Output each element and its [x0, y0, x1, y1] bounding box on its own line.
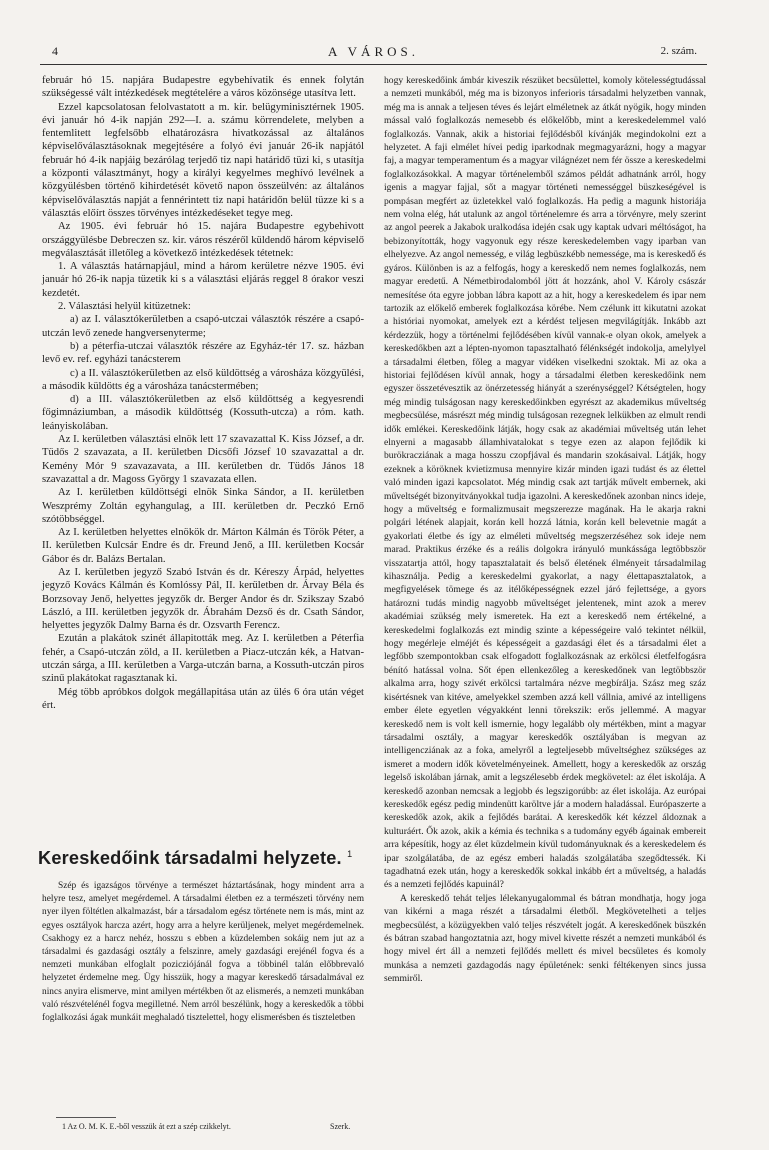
paragraph: hogy kereskedőink ámbár kiveszik részüket becsülettel, komoly kötelességtudással a nemzeti munkából, még ma is bizonyos inferioris társadalmi helyzetben vannak, még ma is annak a teljesen téves és lejárt elméletnek az átkát nyögik, hogy minden mással való foglalkozás nemesebb és előkelőbb, mint a kereskedelemmel való foglalkozás. Vannak, akik a historiai fejlődésből kívánják megindokolni ezt a helyzetet. A faji elmélet hívei pedig iparkodnak megmagyarázni, hogy a magyar faj, a magyar temperamentum és a magyar világnézet nem fér össze a kereskedelmi foglalkozásokkal. A magyar történelemből számos példát adhatnánk arról, hogy igenis a magyar fajjal, sőt a magyar történeti nemességgel büszkeségével is pompásan megfért az üzletekkel való foglalkozás. Ha pedig a magunk historiája nem volna elég, hát utalunk az angol történelemre és arra a törvényre, mely szerint az angol peerek a Jakabok uralkodása idején csak ugy kaptak udvari méltóságot, ha bebizonyították, hogy vagyonuk egy része kereskedelemben vagy iparban van elhelyezve. Az angol nemesség, e világ legbüszkébb nemessége, ma is kereskedő és gyáros. Különben is az a felfogás, hogy a kereskedő nem nemes foglalkozás, nem magyar eredetű. A Németbirodalomból jött át hozzánk, ahol V. Károly császár nemesítése óta egyre jobban lábra kapott az a hit, hogy a kereskedelem és ipar nem tartozik az előkelő emberek foglalkozása körébe. Nem czélunk itt kikutatni azokat a históriai nyomokat, amelyek ezt a kérdést teljesen megvilágítják. Inkább azt kérdezzük, hogy a történelmi fejlődésében kívül vannak-e olyan okok, amelyek a kereskedőkben azt a lépten-nyomon tapasztalható félénkségét indokolja, amelylyel a társadalmi életben, főleg a magyar vidéken viselkedni szoktak. Mi az oka a historiai fejlődésen kívül annak, hogy a társadalmi életben kereskedőink nem egyszer összetévesztik az önérzetesség hiányát a szerénységgel? Kétségtelen, hogy még mindig tulságosan nagy kereskedőinkben egyrészt az akademikus műveltség megbecsülése, másrészt még mindig tulságosan rezegnek lelkükben az elmult rendi idők emlékei. Kereskedőink látják, hogy csak az akadémiai műveltség után lehet elnyerni a magasabb államhivatalokat s tegye ezen az alapon fejlődik ki burökracziának a maga hosszu czopfjával és mandarin szokásaival. Látják, hogy ezeknek a köröknek kvietizmusa mennyire kizár minden igazi tudást és az élettel való minden igazi kapcsolatot. Még mindig csak azt tartják művelt embernek, aki műveltségét bizonyitványokkal tudja igazolni. A kereskedőnek azonban nincs ideje, hogy a műveltség e formalizmusait megszerezze magának. Ha le akarja rakni polgári létének alapjait, korán kell hozzá látnia, korán kell belevetnie magát a gyakorlati életbe és így az elméleti műveltség megszerzéséhez sok ideje nem marad. Praktikus érzéke és a reális dolgokra irányuló munkássága legtöbbször visszatartja attól, hogy tapasztalatait és belső életének élményeit társadalmilag kihasználja. Pedig a kereskedelmi gyakorlat, a nagy élettapasztalatok, a megfigyelések tömege és az itélőképességnek ezzel járó fejlettsége, a gyors határozni tudás mindig nagyobb műveltséget jelentenek, mint azok a merev akadémiai szükség mely ismeretek. Ha ezt a kereskedő nem értékelné, a kereskedelmi foglalkozás ezt mindig szinte a képességeire való tekintet nélkül, hogy megérleje elméjét és képességeit a gazdasági élet és a társadalmi élet a legfőbb szempontokban csak elfogadott foglalkozásnak az erkölcsi életfelfogásra bénító hatással volna. Sőt épen ellenkezőleg a kereskedőnek van legtöbbször alkalma arra, hogy szivét erkölcsi tartalmára nézve megbírálja. Szász meg száz kisértésnek van kitéve, amelyekkel szemben azzá kell vállnia, amivé az intelligens ember élete egyetlen végyakként lenni törekszik: erős jellemmé. A magyar kereskedő nem is volt kell ismernie, hogy legalább oly mértékben, mint a magyar társadalmi osztály, a magyar kereskedők osztályában is megvan az intelligencziának az a foka, amelyről a legteljesebb műveltséghez szükséges az ismeret a modern idők követelményeinek. Amellett, hogy a kereskedők az ország legelső iskolában járnak, amit a legszélesebb érdek megkövetel: az élet iskolája. A kereskedő azonban nemcsak a legjobb és legszigorúbb: az élet iskolája. Az európai kereskedők egész pedig mindenütt karöltve jár a modern haladással. Európaszerte a kereskedők azok, akik a fejlődés barátai. A kereskedők két kézzel áldoznak a kulturáért. Ők azok, akik a kémia és technika s a tudomány egyéb ágainak embereit arra képesítik, hogy az élet küzdelmein kívül tudományuknak és a kereskedelem és ipar szolgálatába, de az egész emberi haladás szolgálatába szegődtessék. Ki tagadhatná ezek után, hogy a kereskedők sokkal inkább ért a műveltség, a haladás és a nemzeti fejlődés kapuinál? — [384, 75, 706, 891]
article-body — [42, 880, 364, 1025]
page-header — [40, 44, 707, 64]
paragraph: Az I. kerületben küldöttségi elnök Sinka Sándor, a II. kerületben Weszprémy Zoltán egyhangulag, a III. kerületben dr. Peczkó Ernő szótöbbséggel. — [42, 487, 364, 525]
left-column — [42, 74, 364, 712]
footnote: 1 Az O. M. K. E.-ből vesszük át ezt a szép czikkelyt. — [62, 1122, 231, 1131]
paragraph: február hó 15. napjára Budapestre egybehívatik és ennek folytán szükségessé vált intézkedések megtételére a város közönsége utasítva lett. — [42, 75, 364, 100]
article-title-text: Kereskedőink társadalmi helyzete. — [38, 848, 342, 868]
paragraph: Az I. kerületben jegyző Szabó István és dr. Kéreszy Árpád, helyettes jegyző Kovács Kálmán és Komlóssy Pál, II. kerületben dr. Árvay Béla és Borzsovay Jenő, helyettes jegyzők dr. Berger Andor és dr. Szikszay Szabó László, a III. kerületben jegyzők dr. Ábrahám Dezső és dr. Csath Sándor, helyettes jegyzők Dalmy Barna és dr. Ozsvarth Ferencz. — [42, 566, 364, 632]
article-title — [38, 848, 372, 869]
right-column — [384, 74, 706, 986]
paragraph: 1. A választás határnapjául, mind a három kerületre nézve 1905. évi január hó 26-ik napja tüzetik ki s a választási eljárás reggel 8 órakor veszi kezdetét. — [42, 261, 364, 299]
paragraph: Az I. kerületben választási elnök lett 17 szavazattal K. Kiss József, a dr. Tüdős 2 szavazata, a II. kerületben Dicsőfi József 10 szavazattal a dr. Kemény Mór 9 szavazavata, a III. kerületben dr. Tüdős János 18 szavazattal a dr. Magoss György 1 szavazata ellen. — [42, 434, 364, 485]
paragraph: Szép és igazságos törvénye a természet háztartásának, hogy mindent arra a helyre tesz, amelyet megérdemel. A társadalmi életben ez a természeti törvény nem nyer ilyen föltétlen alkalmazást, bár a társadalom egész története nem is más, mint az egyes osztályok harcza azért, hogy arra a helyre kerüljenek, melyet megérdemelnek. Csakhogy ez a harcz nehéz, hosszu s ebben a küzdelemben sokáig nem jut az a társadalmi és gazdasági osztály a felszinre, amely gazdasági erejénél fogva és a nemzeti munkában elfoglalt pozicziójánál fogva a többinél talán előbbrevaló helyzetet érdemelne meg. Ügy hisszük, hogy a magyar kereskedő társadalmával ez nincs anyira elismerve, mint amilyen mértékben őt az elismerés, a nemzeti munkában való részvételénél fogva megilletné. Nem arról beszélünk, hogy a kereskedők a többi foglalkozási ágak munkáit meghaladó tisztelettel, hogy elismerésben és tiszteletben — [42, 881, 364, 1024]
masthead-title: A VÁROS. — [327, 44, 419, 59]
paragraph: Az 1905. évi február hó 15. najára Budapestre egybehivott országgyülésbe Debreczen sz. kir. város részéről küldendő három képviselő megválasztását illetőleg a következő intézkedések tétetnek: — [42, 221, 364, 259]
paragraph: b) a péterfia-utczai választók részére az Egyház-tér 17. sz. házban levő ev. ref. egyházi tanácsterem — [42, 340, 364, 366]
paragraph: Ezzel kapcsolatosan felolvastatott a m. kir. belügyminisztérnek 1905. évi január hó 4-ik napján 292—I. a. számu körrendelete, melyben a fentemlitett legfelsőbb elhatározásra hivatkozással az általános képviselőválasztásoknak megejtésére a folyó évi január 26-ik napjától február hó 4-ik napjáig bezárólag terjedő tiz napi határidő tüzi ki, s utasítja a központi választmányt, hogy a királyi kegyelmes meghívó levélnek a közgyülésben történő kihirdetését követő napon összeülvén: az általános képviselőválasztás napját a fennérintett tiz napi határidőn belül tüzze ki s a választás előírt összes törvényes intézkedéseket tegye meg. — [42, 101, 364, 219]
footnote-mark: 1 — [347, 848, 353, 859]
footnote-rule — [56, 1117, 116, 1118]
paragraph: c) a II. választókerületben az első küldöttség a városháza közgyülési, a második küldötts ég a városháza tanácstermében; — [42, 367, 364, 392]
footnote-signature: Szerk. — [330, 1122, 351, 1131]
header-rule — [40, 64, 707, 65]
paragraph: A kereskedő tehát teljes lélekanyugalommal és bátran mondhatja, hogy joga van kikérni a maga részét a társadalmi életből. Megkövetelheti a teljes megbecsülést, a közügyekben való teljes részvételt jogát. A kereskedőnek büszkén és bátran szabad hangoztatnia azt, hogy mivel kivette részét a nemzeti munkából és hogy mivel ért áll a nemzeti fejlődés mellett és mivel becsületes és komoly munkása a nemzeti gazdagodás nagy épületének: senki féltékenyen sincs jussa semmiről. — [384, 892, 706, 985]
paragraph: 2. Választási helyül kitüzetnek: — [58, 301, 191, 313]
paragraph: a) az I. választókerületben a csapó-utczai választók részére a csapó-utczán levő zenede hangversenyterme; — [42, 314, 364, 339]
paragraph: d) a III. választókerületben az első küldöttség a kegyesrendi főgimnáziumban, a második küldöttség (Kossuth-utcza) a róm. kath. leányiskolában. — [42, 394, 364, 432]
paragraph: Még több apróbkos dolgok megállapitása után az ülés 6 óra után véget ért. — [42, 686, 364, 711]
page-number: 4 — [52, 44, 58, 58]
paragraph: Az I. kerületben helyettes elnökök dr. Márton Kálmán és Török Péter, a II. kerületben Kulcsár Endre és dr. Freund Jenő, a III. kerületben Kocsár Gábor és dr. Balázs Bertalan. — [42, 527, 364, 565]
issue-number: 2. szám. — [660, 45, 697, 57]
paragraph: Ezután a plakátok szinét állapitották meg. Az I. kerületben a Péterfia fehér, a Csapó-utczán zöld, a II. kerületben a Piacz-utczán kék, a Hatvan-utczán sárga, a III. kerületben a Varga-utczán barna, a Kossuth-utczán piros szinű plakátokat ragasztanak ki. — [42, 633, 364, 685]
